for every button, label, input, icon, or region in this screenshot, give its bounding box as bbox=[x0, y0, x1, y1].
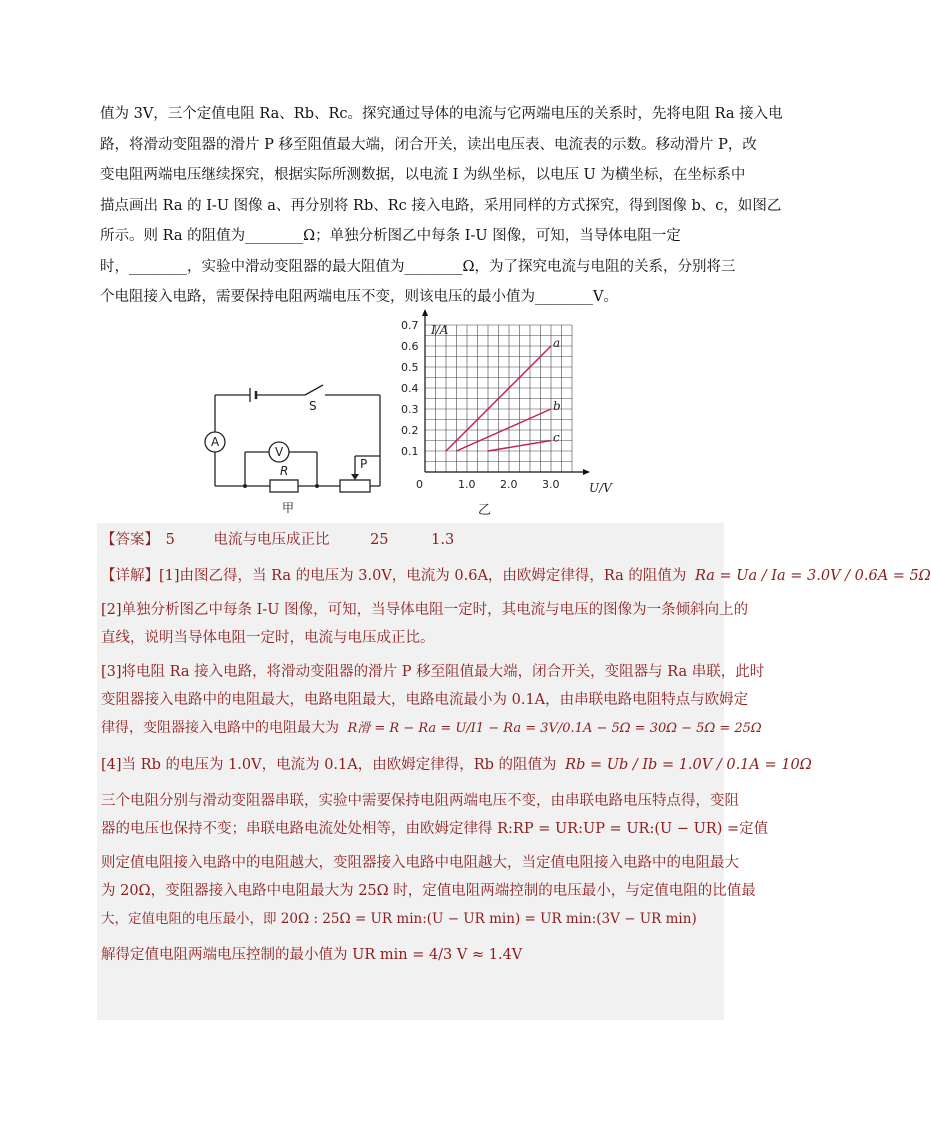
x-axis-label: U/V bbox=[589, 481, 612, 495]
answer-label: 【答案】 bbox=[101, 532, 159, 548]
y-tick-label: 0.1 bbox=[401, 445, 419, 458]
explain-p2-line: 直线，说明当导体电阻一定时，电流与电压成正比。 bbox=[101, 630, 435, 646]
x-axis-arrow bbox=[583, 469, 590, 475]
series-label-b: b bbox=[553, 399, 561, 413]
explain-eq1: Ra = Ua / Ia = 3.0V / 0.6A = 5Ω bbox=[695, 568, 931, 584]
figure-caption-yi: 乙 bbox=[478, 503, 492, 518]
y-tick-label: 0.7 bbox=[401, 319, 419, 332]
explain-p5-line: 器的电压也保持不变；串联电路电流处处相等，由欧姆定律得 R:RP = UR:UP = UR:(U − UR) =定值 bbox=[101, 821, 769, 837]
graph-series bbox=[446, 336, 561, 451]
x-tick-label: 3.0 bbox=[542, 478, 560, 491]
explain-eq4: Rb = Ub / Ib = 1.0V / 0.1A = 10Ω bbox=[565, 757, 812, 773]
y-axis-label: I/A bbox=[431, 323, 449, 337]
question-text bbox=[100, 99, 783, 313]
explain-p5-line: 大，定值电阻的电压最小，即 20Ω : 25Ω = UR min:(U − UR min) = UR min:(3V − UR min) bbox=[101, 911, 697, 927]
answer-1: 5 bbox=[165, 532, 175, 548]
iu-graph bbox=[395, 319, 625, 522]
y-tick-label: 0.5 bbox=[401, 361, 419, 374]
explain-p4: [4]当 Rb 的电压为 1.0V，电流为 0.1A，由欧姆定律得，Rb 的阻值为 bbox=[101, 757, 557, 773]
y-tick-label: 0.6 bbox=[401, 340, 419, 353]
explain-p1: [1]由图乙得，当 Ra 的电压为 3.0V，电流为 0.6A，由欧姆定律得，Ra 的阻值为 bbox=[159, 568, 687, 584]
question-line: 所示。则 Ra 的阻值为________Ω；单独分析图乙中每条 I-U 图像，可知，当导体电阻一定 bbox=[100, 228, 681, 244]
explain-eq3: R滑 = R − Ra = U/I1 − Ra = 3V/0.1A − 5Ω = 30Ω − 5Ω = 25Ω bbox=[347, 721, 762, 736]
explain-p3-line: 律得，变阻器接入电路中的电阻最大为 bbox=[101, 720, 339, 736]
question-line: 个电阻接入电路，需要保持电阻两端电压不变，则该电压的最小值为________V。 bbox=[100, 289, 618, 305]
explain-label: 【详解】 bbox=[101, 568, 159, 584]
series-label-a: a bbox=[553, 336, 561, 350]
answer-4: 1.3 bbox=[431, 532, 455, 548]
answer-line bbox=[101, 526, 721, 554]
switch-label: S bbox=[309, 399, 317, 413]
question-line: 时，________，实验中滑动变阻器的最大阻值为________Ω，为了探究电流与电阻的关系，分别将三 bbox=[100, 258, 736, 275]
question-line: 值为 3V，三个定值电阻 Ra、Rb、Rc。探究通过导体的电流与它两端电压的关系时，先将电阻 Ra 接入电 bbox=[100, 106, 783, 122]
explanation bbox=[101, 562, 931, 969]
y-tick-label: 0.3 bbox=[401, 403, 419, 416]
y-tick-label: 0.4 bbox=[401, 382, 419, 395]
explain-p3-line: [3]将电阻 Ra 接入电路，将滑动变阻器的滑片 P 移至阻值最大端，闭合开关，变阻器与 Ra 串联，此时 bbox=[101, 664, 765, 680]
question-line: 变电阻两端电压继续探究，根据实际所测数据，以电流 I 为纵坐标，以电压 U 为横坐标，在坐标系中 bbox=[100, 167, 746, 183]
voltmeter-label: V bbox=[275, 445, 284, 459]
explain-p2-line: [2]单独分析图乙中每条 I-U 图像，可知，当导体电阻一定时，其电流与电压的图像为一条倾斜向上的 bbox=[101, 602, 749, 618]
question-line: 描点画出 Ra 的 I-U 图像 a、再分别将 Rb、Rc 接入电路，采用同样的方式探究，得到图像 b、c，如图乙 bbox=[100, 197, 782, 214]
figures bbox=[195, 319, 625, 522]
resistor-label: R bbox=[280, 464, 289, 478]
question-line: 路，将滑动变阻器的滑片 P 移至阻值最大端，闭合开关，读出电压表、电流表的示数。移动滑片 P，改 bbox=[100, 136, 757, 153]
circuit-diagram bbox=[195, 322, 385, 522]
explain-p5-line: 解得定值电阻两端电压控制的最小值为 UR min = 4/3 V ≈ 1.4V bbox=[101, 947, 523, 963]
x-tick-label: 2.0 bbox=[500, 478, 518, 491]
explain-p5-line: 为 20Ω，变阻器接入电路中电阻最大为 25Ω 时，定值电阻两端控制的电压最小，与定值电阻的比值最 bbox=[101, 883, 756, 899]
answer-3: 25 bbox=[370, 532, 389, 548]
explain-p5-line: 则定值电阻接入电路中的电阻越大，变阻器接入电路中电阻越大，当定值电阻接入电路中的电阻最大 bbox=[101, 855, 739, 871]
figure-caption-jia: 甲 bbox=[282, 501, 295, 515]
slider-label: P bbox=[360, 457, 368, 471]
series-label-c: c bbox=[553, 430, 560, 445]
explain-p5-line: 三个电阻分别与滑动变阻器串联，实验中需要保持电阻两端电压不变，由串联电路电压特点得，变阻 bbox=[101, 793, 739, 809]
x-tick-label: 0 bbox=[416, 478, 423, 491]
y-tick-label: 0.2 bbox=[401, 424, 419, 437]
ammeter-label: A bbox=[211, 435, 220, 449]
x-tick-label: 1.0 bbox=[458, 478, 476, 491]
explain-p3-line: 变阻器接入电路中的电阻最大，电路电阻最大，电路电流最小为 0.1A，由串联电路电阻特点与欧姆定 bbox=[101, 692, 749, 708]
answer-2: 电流与电压成正比 bbox=[213, 532, 330, 548]
